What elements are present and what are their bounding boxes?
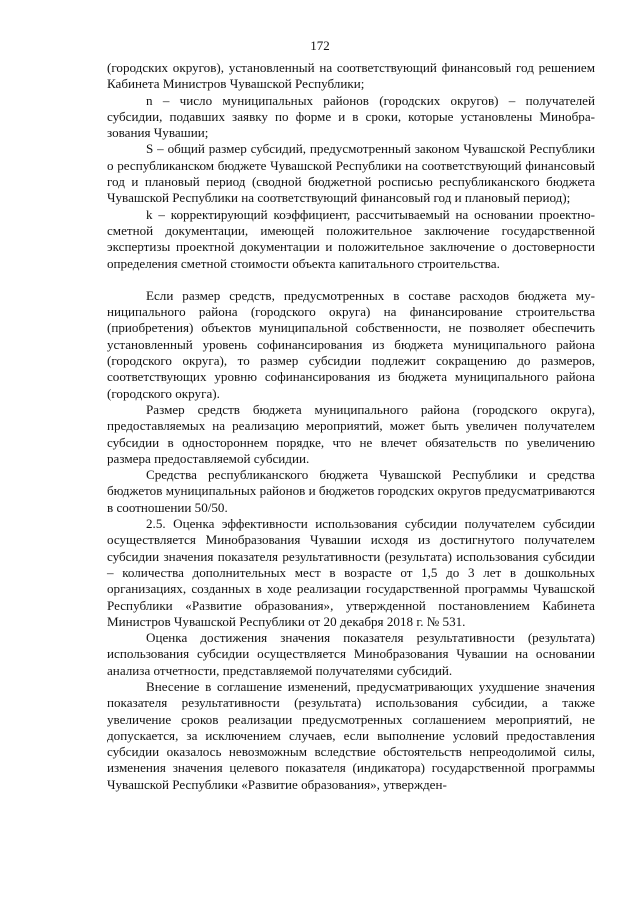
paragraph-formula-continuation: (городских округов), установленный на соответствующий финансовый год решением Кабинета Министров Чувашской Республики; bbox=[107, 60, 595, 92]
paragraph-budget-increase: Размер средств бюджета муниципального района (городского округа), предоставляемых на реализацию мероприятий, может быть увеличен получателем субсидии в одностороннем порядке, что не влечет обязательств по увеличению размера предоставляемой субсидии. bbox=[107, 401, 595, 466]
paragraph-agreement-changes: Внесение в соглашение изменений, предусматривающих ухудшение значения показателя результативности (результата) использования субсидии, а также увеличение сроков реализации предусмотренных соглашением мероприятий, не допускается, за исключением случаев, если выполнение условий предоставления субсидии оказалось невозможным вследствие обстоятельств непреодолимой силы, изменения значения целевого показателя (индикатора) государственной программы Чувашской Республики «Развитие образования», утвержден- bbox=[107, 678, 595, 792]
paragraph-cofinancing-ratio: Средства республиканского бюджета Чувашской Республики и средства бюджетов муниципальных районов и бюджетов городских округов предусматриваются в соотношении 50/50. bbox=[107, 467, 595, 515]
paragraph-definition-n: n – число муниципальных районов (городских округов) – получателей субсидии, подавших заявку по форме и в сроки, которые установлены Минобразования Чувашии; bbox=[107, 92, 595, 141]
body-text bbox=[107, 60, 595, 793]
page-number: 172 bbox=[310, 38, 330, 53]
paragraph-subsidy-reduction: Если размер средств, предусмотренных в составе расходов бюджета муниципального района (городского округа) на финансирование строительства (приобретения) объектов муниципальной собственности, не позволяет обеспечить установленный уровень софинансирования из бюджета муниципального района (городского округа), то размер субсидии подлежит сокращению до размеров, соответствующих уровню софинансирования из бюджета муниципального района (городского округа). bbox=[107, 287, 595, 401]
paragraph-definition-k: k – корректирующий коэффициент, рассчитываемый на основании проектно-сметной документации, имеющей положительное заключение государственной экспертизы проектной документации и положительное заключение о достоверности определения сметной стоимости объекта капитального строительства. bbox=[107, 206, 595, 271]
paragraph-evaluation: Оценка достижения значения показателя результативности (результата) использования субсидии осуществляется Минобразования Чувашии на основании анализа отчетности, представляемой получателями субсидий. bbox=[107, 630, 595, 678]
paragraph-definition-s: S – общий размер субсидий, предусмотренный законом Чувашской Республики о республиканском бюджете Чувашской Республики на соответствующий финансовый год и плановый период (сводной бюджетной росписью республиканского бюджета Чувашской Республики на соответствующий финансовый год и плановый период); bbox=[107, 141, 595, 206]
paragraph-section-2-5: 2.5. Оценка эффективности использования субсидии получателем субсидии осуществляется Минобразования Чувашии исходя из достигнутого получателем субсидии значения показателя результативности (результата) использования субсидии – количества дополнительных мест в возрасте от 1,5 до 3 лет в дошкольных организациях, созданных в ходе реализации государственной программы Чувашской Республики «Развитие образования», утвержденной постановлением Кабинета Министров Чувашской Республики от 20 декабря 2018 г. № 531. bbox=[107, 516, 595, 629]
